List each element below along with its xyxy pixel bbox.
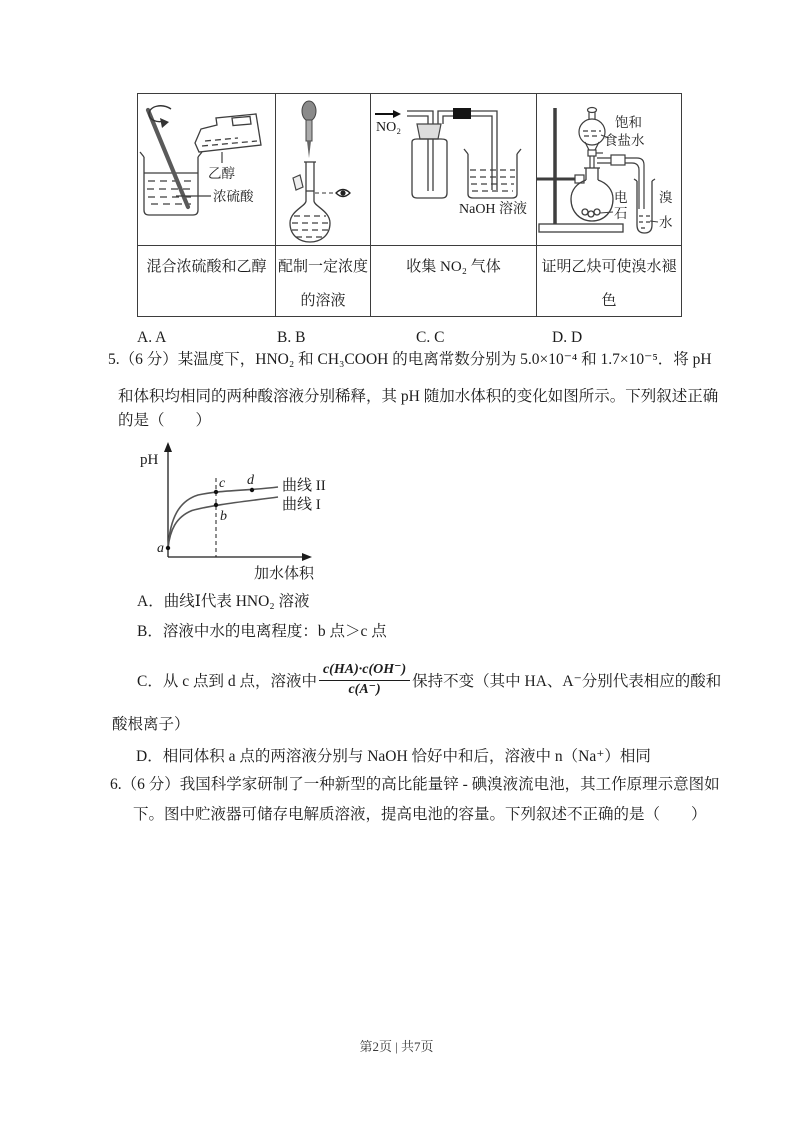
q4-caption-a: 混合浓硫酸和乙醇 bbox=[138, 245, 275, 316]
naoh-label: NaOH 溶液 bbox=[459, 202, 528, 217]
q5-stem-line3: 的是（ ） bbox=[118, 412, 212, 429]
q5-option-a: A．曲线Ⅰ代表 HNO₂ 溶液 bbox=[137, 593, 310, 610]
eye-icon bbox=[336, 190, 350, 197]
q5-option-c-continuation: 酸根离子） bbox=[112, 716, 190, 733]
point-b-label: b bbox=[220, 509, 227, 524]
bottle-stopper bbox=[417, 124, 441, 139]
volumetric-flask-diagram bbox=[276, 94, 370, 245]
q5-stem-line1: 5.（6 分）某温度下，HNO₂ 和 CH₃COOH 的电离常数分别为 5.0×10⁻⁴ 和 1.7×10⁻⁵．将 pH bbox=[108, 351, 712, 368]
q4-caption-b-line1: 配制一定浓度 bbox=[277, 259, 368, 275]
x-axis-arrow-icon bbox=[302, 553, 312, 561]
tubing bbox=[407, 111, 497, 191]
fraction-numerator: c(HA)·c(OH⁻) bbox=[319, 662, 410, 681]
acetylene-bromine-diagram bbox=[537, 94, 681, 245]
q5-stem-line2: 和体积均相同的两种酸溶液分别稀释，其 pH 随加水体积的变化如图所示。下列叙述正确 bbox=[118, 388, 719, 405]
glass-rod bbox=[148, 110, 188, 207]
curve-1-label: 曲线 I bbox=[282, 497, 321, 513]
saturated-brine-label-2: 食盐水 bbox=[604, 133, 645, 148]
x-axis-label: 加水体积 bbox=[254, 566, 315, 582]
stopper bbox=[293, 175, 303, 190]
saturated-brine-label-1: 饱和 bbox=[615, 115, 642, 130]
bromine-pointer-line bbox=[650, 221, 658, 222]
q4-cell-image-b bbox=[275, 94, 370, 245]
q4-caption-b bbox=[275, 245, 370, 316]
point-a-label: a bbox=[157, 541, 164, 556]
q4-caption-c: 收集 NO₂ 气体 bbox=[370, 245, 536, 316]
q5-option-d: D．相同体积 a 点的两溶液分别与 NaOH 恰好中和后，溶液中 n（Na⁺）相同 bbox=[136, 748, 651, 765]
q4-option-d: D. D bbox=[552, 329, 583, 346]
fraction bbox=[319, 662, 410, 699]
point-c bbox=[214, 490, 218, 494]
carbide-label-1: 电 bbox=[614, 190, 628, 205]
q6-stem-line1: 6.（6 分）我国科学家研制了一种新型的高比能量锌 - 碘溴液流电池，其工作原理示意图如 bbox=[110, 776, 720, 793]
q5-option-b: B．溶液中水的电离程度：b 点＞c 点 bbox=[137, 623, 387, 640]
acid-label: 浓硫酸 bbox=[213, 189, 254, 204]
separating-funnel bbox=[579, 108, 605, 169]
q5-option-c-prefix: C．从 c 点到 d 点，溶液中 bbox=[137, 673, 317, 690]
reagent-bottle bbox=[195, 114, 261, 152]
fraction-denominator: c(A⁻) bbox=[348, 681, 381, 697]
q4-caption-b-line2: 的溶液 bbox=[300, 293, 346, 309]
q4-cell-image-c bbox=[370, 94, 536, 245]
gas-inlet-arrow-icon bbox=[375, 110, 401, 118]
point-d bbox=[250, 488, 254, 492]
dropper bbox=[302, 101, 316, 158]
point-a bbox=[166, 546, 170, 550]
q4-option-b: B. B bbox=[277, 329, 306, 346]
ph-dilution-graph bbox=[130, 440, 390, 592]
q4-apparatus-table bbox=[137, 93, 682, 317]
point-d-label: d bbox=[247, 473, 254, 488]
volumetric-flask bbox=[290, 162, 330, 242]
y-axis-arrow-icon bbox=[164, 442, 172, 452]
no2-collection-diagram bbox=[371, 94, 536, 245]
y-axis-label: pH bbox=[140, 452, 159, 468]
ethanol-label: 乙醇 bbox=[208, 166, 235, 181]
gas-bottle bbox=[412, 139, 447, 198]
q4-cell-image-d bbox=[536, 94, 681, 245]
q4-cell-image-a bbox=[138, 94, 275, 245]
curve-2-label: 曲线 II bbox=[282, 478, 326, 494]
q4-option-c: C. C bbox=[416, 329, 445, 346]
point-c-label: c bbox=[219, 476, 226, 491]
q6-stem-line2: 下。图中贮液器可储存电解质溶液，提高电池的容量。下列叙述不正确的是（ ） bbox=[133, 806, 707, 823]
q4-option-a: A. A bbox=[137, 329, 167, 346]
carbide-pointer-line bbox=[600, 212, 613, 213]
bromine-label-1: 溴 bbox=[659, 190, 673, 205]
mixing-acid-ethanol-diagram bbox=[138, 94, 275, 245]
pinch-valve bbox=[453, 108, 471, 119]
q5-option-c-suffix: 保持不变（其中 HA、A⁻分别代表相应的酸和 bbox=[412, 673, 722, 690]
carbide-label-2: 石 bbox=[614, 206, 628, 221]
point-b bbox=[214, 503, 218, 507]
no2-label: NO₂ bbox=[376, 120, 402, 135]
bromine-label-2: 水 bbox=[659, 215, 673, 230]
page-footer: 第2页 | 共7页 bbox=[359, 1039, 434, 1054]
q4-caption-d: 证明乙炔可使溴水褪色 bbox=[536, 245, 681, 316]
q5-option-c bbox=[137, 657, 721, 703]
